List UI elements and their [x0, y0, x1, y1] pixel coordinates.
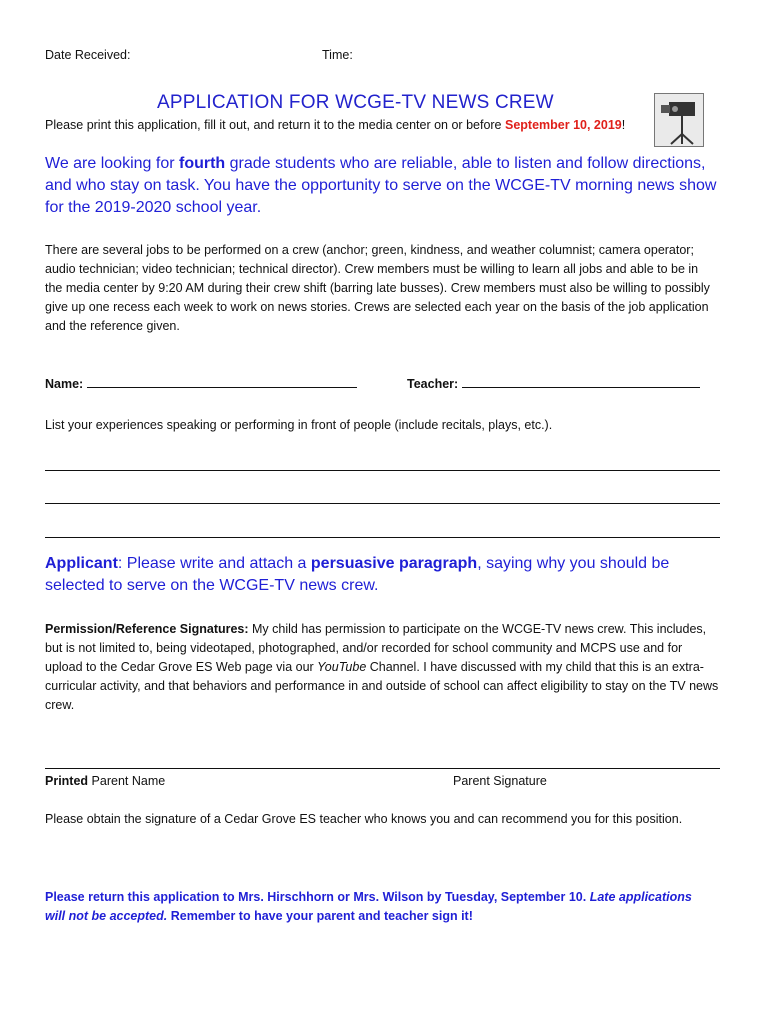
printed-label: Printed — [45, 774, 89, 788]
permission-paragraph — [45, 620, 723, 715]
applicant-text-rest: , saying why you should be selected to serve on the WCGE-TV news crew. — [45, 555, 670, 594]
applicant-label: Applicant — [45, 555, 118, 572]
intro-text: We are looking for — [45, 155, 179, 172]
date-received-label: Date Received: — [45, 48, 131, 62]
name-line[interactable] — [87, 375, 357, 388]
experience-line-2[interactable] — [45, 503, 720, 504]
intro-paragraph — [45, 153, 730, 219]
time-label: Time: — [322, 48, 353, 62]
instructions-text: Please print this application, fill it out, and return it to the media center on or before — [45, 118, 505, 132]
youtube-text: YouTube — [317, 660, 367, 674]
deadline-date: September 10, 2019 — [504, 118, 622, 132]
permission-text: My child has permission to participate on the WCGE-TV news crew. This includes, but is not limited to, being videotaped, photographed, and/or recorded for school community and MCPS use and for upload to the Cedar Grove ES Web page via our — [45, 622, 707, 674]
intro-grade: fourth — [179, 155, 226, 172]
experience-prompt: List your experiences speaking or performing in front of people (include recitals, plays, etc.). — [45, 418, 553, 432]
permission-text-rest: Channel. I have discussed with my child that this is an extra-curricular activity, and that behaviors and performance in and outside of school can affect eligibility to stay on the TV news crew. — [45, 660, 719, 712]
return-note-rest: Remember to have your parent and teacher sign it! — [167, 909, 473, 923]
signature-line[interactable] — [45, 768, 720, 769]
teacher-label: Teacher: — [407, 377, 459, 391]
teacher-note: Please obtain the signature of a Cedar Grove ES teacher who knows you and can recommend you for this position. — [45, 812, 683, 826]
parent-name-label: Parent Name — [88, 774, 166, 788]
teacher-line[interactable] — [462, 375, 700, 388]
name-label: Name: — [45, 377, 84, 391]
experience-line-3[interactable] — [45, 537, 720, 538]
intro-text-rest: grade students who are reliable, able to listen and follow directions, and who stay on task. You have the opportunity to serve on the WCGE-TV morning news show for the 2019-2020 school year. — [45, 155, 717, 216]
job-description: There are several jobs to be performed on a crew (anchor; green, kindness, and weather columnist; camera operator; audio technician; video technician; technical director). Crew members must be willing to learn all jobs and able to be in the media center by 9:20 AM during their crew shift (barring late busses). Crew members must also be willing to possibly give up one recess each week to work on news stories. Crews are selected each year on the basis of the job application and the reference given. — [45, 243, 710, 333]
instructions — [45, 116, 655, 135]
return-note-text: Please return this application to Mrs. Hirschhorn or Mrs. Wilson by Tuesday, September 10. — [45, 890, 590, 904]
applicant-emphasis: persuasive paragraph — [310, 555, 478, 572]
return-note — [45, 888, 710, 926]
applicant-paragraph — [45, 553, 730, 597]
printed-parent-name-label — [45, 772, 165, 791]
instructions-end: ! — [621, 118, 626, 132]
teacher-field[interactable] — [407, 375, 700, 394]
experience-line-1[interactable] — [45, 470, 720, 471]
permission-label: Permission/Reference Signatures: — [45, 622, 249, 636]
tv-camera-icon — [654, 93, 704, 147]
parent-signature-label: Parent Signature — [453, 774, 547, 788]
late-warning: Late applications will not be accepted. — [45, 890, 692, 923]
name-field[interactable] — [45, 375, 357, 394]
page-title: APPLICATION FOR WCGE-TV NEWS CREW — [157, 92, 554, 113]
applicant-text: : Please write and attach a — [117, 555, 311, 572]
